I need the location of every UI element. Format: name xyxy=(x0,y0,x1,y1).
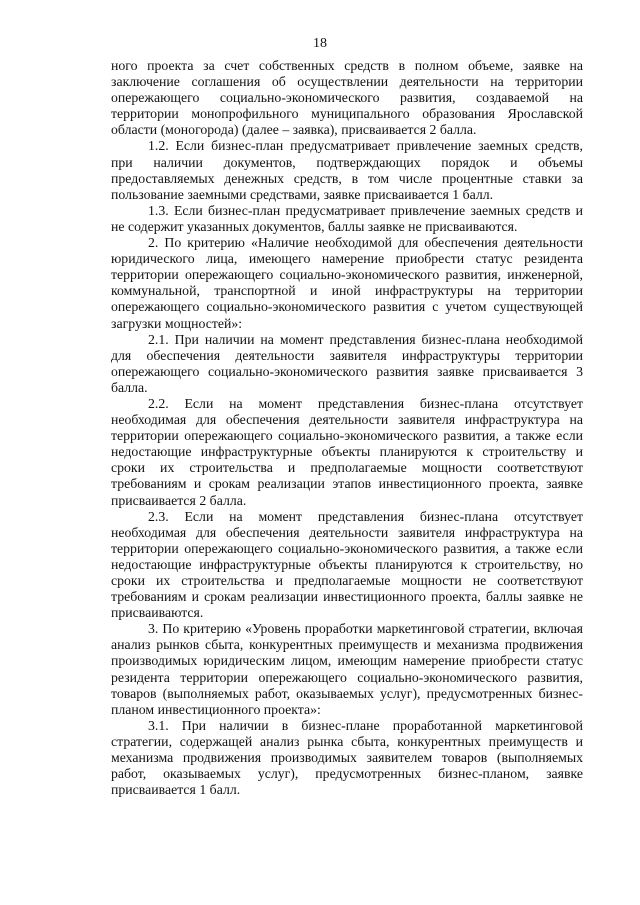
paragraph-3: 3. По критерию «Уровень проработки маркетинговой стратегии, включая анализ рынков сбыта, конкурентных преимуществ и механизма продвижения производимых юридическим лицом, имеющим намерение приобрести статус резидента территории опережающего социально-экономического развития, товаров (выполняемых работ, оказываемых услуг), предусмотренных бизнес-планом инвестиционного проекта»: xyxy=(111,621,583,717)
page-number: 18 xyxy=(313,36,327,51)
paragraph-continuation: ного проекта за счет собственных средств в полном объеме, заявке на заключение соглашения об осуществлении деятельности на территории опережающего социально-экономического развития, создаваемой на территории монопрофильного муниципального образования Ярославской области (моногорода) (далее – заявка), присваивается 2 балла. xyxy=(111,58,583,138)
paragraph-2-1: 2.1. При наличии на момент представления бизнес-плана необходимой для обеспечения деятельности заявителя инфраструктуры территории опережающего социально-экономического развития заявке присваивается 3 балла. xyxy=(111,331,583,395)
paragraph-2: 2. По критерию «Наличие необходимой для обеспечения деятельности юридического лица, имеющего намерение приобрести статус резидента территории опережающего социально-экономического развития, инженерной, коммунальной, транспортной и иной инфраструктуры на территории опережающего социально-экономического развития с учетом существующей загрузки мощностей»: xyxy=(111,235,583,331)
paragraph-1-2: 1.2. Если бизнес-план предусматривает привлечение заемных средств, при наличии документов, подтверждающих порядок и объемы предоставляемых денежных средств, в том числе процентные ставки за пользование заемными средствами, заявке присваивается 1 балл. xyxy=(111,138,583,202)
document-body xyxy=(111,58,583,798)
paragraph-2-2: 2.2. Если на момент представления бизнес-плана отсутствует необходимая для обеспечения деятельности заявителя инфраструктура на территории опережающего социально-экономического развития, а также если недостающие инфраструктурные объекты планируются к строительству и сроки их строительства и предполагаемые мощности соответствуют требованиям и срокам реализации этапов инвестиционного проекта, заявке присваивается 2 балла. xyxy=(111,395,583,508)
paragraph-2-3: 2.3. Если на момент представления бизнес-плана отсутствует необходимая для обеспечения деятельности заявителя инфраструктура на территории опережающего социально-экономического развития, а также если недостающие инфраструктурные объекты планируются к строительству, но сроки их строительства и предполагаемые мощности не соответствуют требованиям и срокам реализации инвестиционного проекта, баллы заявке не присваиваются. xyxy=(111,508,583,621)
paragraph-3-1: 3.1. При наличии в бизнес-плане проработанной маркетинговой стратегии, содержащей анализ рынка сбыта, конкурентных преимуществ и механизма продвижения производимых заявителем товаров (выполняемых работ, оказываемых услуг), предусмотренных бизнес-планом, заявке присваивается 1 балл. xyxy=(111,717,583,798)
paragraph-1-3: 1.3. Если бизнес-план предусматривает привлечение заемных средств и не содержит указанных документов, баллы заявке не присваиваются. xyxy=(111,202,583,234)
